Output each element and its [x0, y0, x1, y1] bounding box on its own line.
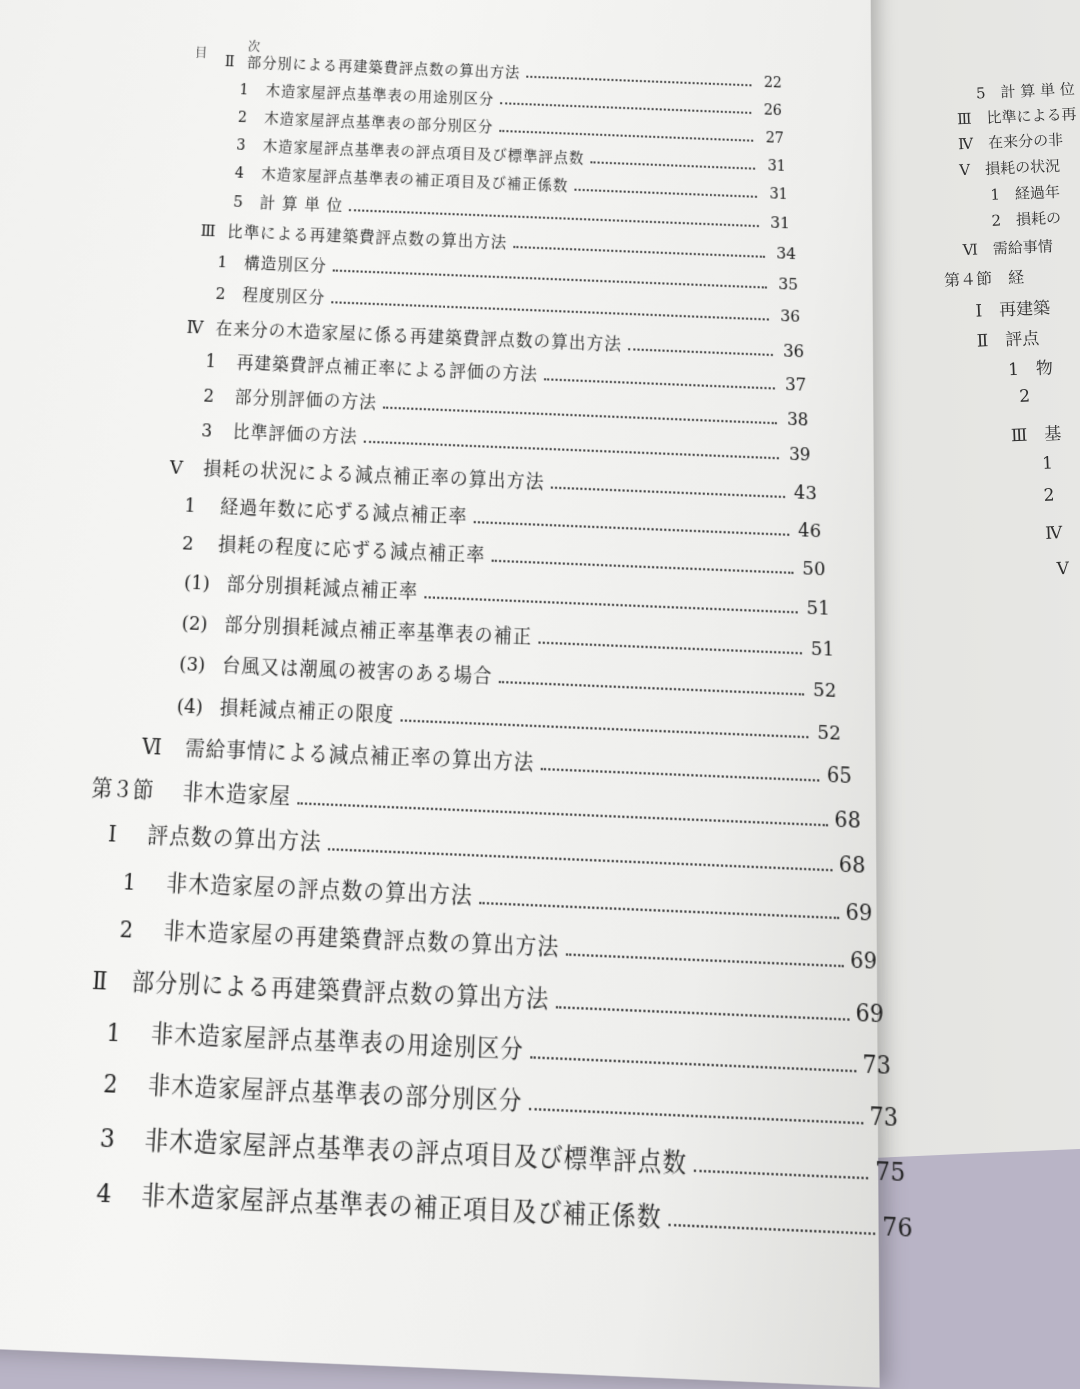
toc-entry-number: 第３節 [90, 776, 155, 805]
toc-entry-page-number: 51 [806, 596, 830, 621]
right-page-line: Ⅳ 在来分の非 [957, 130, 1064, 154]
right-page-line: 1 [1041, 453, 1054, 474]
toc-entry-number: Ⅰ [107, 821, 118, 848]
toc-entry-title: 部分別損耗減点補正率 [226, 573, 419, 604]
right-page-line: Ⅵ 需給事情 [962, 237, 1054, 260]
right-page-line: 2 [1043, 485, 1055, 506]
right-page-line: Ⅴ 損耗の状況 [958, 156, 1061, 180]
toc-entry-page-number: 31 [767, 157, 786, 176]
toc-entry-page-number: 69 [845, 899, 873, 927]
toc-leader-dots [492, 560, 794, 574]
toc-leader-dots [333, 269, 767, 288]
toc-entry-title: 構造別区分 [243, 253, 328, 276]
toc-entry-page-number: 69 [855, 998, 884, 1029]
toc-entry-number: 3 [99, 1123, 116, 1154]
toc-entry-number: 2 [237, 109, 248, 127]
toc-entry-title: 木造家屋評点基準表の部分別区分 [263, 110, 494, 136]
toc-entry-number: 1 [121, 869, 137, 896]
toc-entry-page-number: 68 [838, 851, 866, 879]
toc-entry-title: 非木造家屋の評点数の算出方法 [165, 870, 474, 910]
toc-entry-title: 非木造家屋評点基準表の補正項目及び補正係数 [140, 1179, 662, 1233]
toc-entry-number: 1 [204, 350, 217, 372]
toc-entry-number: 1 [216, 252, 228, 272]
toc-entry-page-number: 39 [789, 443, 811, 465]
page-header-left: 目 [194, 45, 208, 61]
toc-entry-number: 1 [105, 1017, 122, 1048]
toc-entry-page-number: 26 [763, 102, 782, 120]
toc-leader-dots [668, 1224, 875, 1235]
toc-leader-dots [331, 301, 769, 320]
toc-entry-number: 2 [202, 385, 215, 407]
page-header-right: 次 [247, 39, 261, 55]
toc-leader-dots [541, 768, 820, 782]
toc-leader-dots [499, 130, 753, 142]
toc-entry-page-number: 69 [850, 947, 877, 975]
toc-leader-dots [628, 348, 773, 356]
toc-leader-dots [424, 596, 797, 613]
toc-entry-page-number: 68 [834, 806, 861, 834]
toc-leader-dots [297, 802, 828, 826]
toc-entry-number: Ⅱ [224, 53, 235, 71]
toc-entry-title: 木造家屋評点基準表の用途別区分 [265, 82, 495, 109]
toc-entry-number: 4 [234, 165, 245, 182]
toc-entry-page-number: 46 [798, 519, 822, 543]
toc-entry-number: 2 [181, 532, 195, 556]
toc-entry-number: (2) [181, 612, 209, 636]
toc-entry-title: 比準評価の方法 [232, 421, 359, 447]
toc-leader-dots [590, 161, 755, 169]
toc-entry-title: 非木造家屋評点基準表の用途別区分 [150, 1019, 525, 1065]
toc-entry-number: 5 [232, 192, 244, 212]
toc-entry-page-number: 52 [817, 721, 841, 746]
toc-entry-page-number: 34 [776, 243, 796, 264]
toc-entry-title: 木造家屋評点基準表の評点項目及び標準評点数 [262, 138, 585, 168]
toc-entry-title: 計 算 単 位 [259, 193, 344, 216]
toc-entry-title: 木造家屋評点基準表の補正項目及び補正係数 [260, 166, 569, 195]
right-page-line: Ⅲ 基 [1010, 424, 1062, 447]
toc-entry-number: Ⅳ [186, 316, 204, 338]
toc-entry-title: 損耗の程度に応ずる減点補正率 [217, 534, 486, 568]
toc-entry-title: 比準による再建築費評点数の算出方法 [226, 222, 508, 252]
toc-entry-page-number: 27 [765, 129, 784, 148]
toc-leader-dots [530, 1056, 856, 1072]
toc-entry-title: 非木造家屋 [181, 779, 292, 811]
toc-entry-number: 2 [215, 283, 227, 304]
toc-leader-dots [694, 1169, 869, 1179]
toc-entry-number: Ⅱ [91, 965, 109, 996]
right-page-line: 1 物 [1007, 358, 1054, 381]
right-page-line: 第４節 経 [943, 267, 1025, 291]
toc-entry-page-number: 73 [862, 1049, 892, 1080]
toc-entry-page-number: 36 [782, 340, 805, 362]
toc-leader-dots [349, 209, 759, 227]
toc-entry-number: Ⅴ [169, 456, 184, 480]
toc-entry-number: Ⅵ [141, 735, 163, 761]
right-page-line: 1 経過年 [990, 182, 1061, 204]
toc-entry-page-number: 52 [813, 678, 837, 703]
toc-entry-number: (1) [183, 571, 211, 596]
toc-entry-page-number: 31 [770, 212, 790, 233]
toc-leader-dots [566, 953, 844, 967]
toc-leader-dots [383, 406, 777, 424]
toc-entry-page-number: 76 [882, 1211, 913, 1243]
toc-entry-title: 損耗の状況による減点補正率の算出方法 [202, 458, 545, 494]
toc-entry-title: 程度別区分 [241, 284, 326, 308]
toc-entry-number: 2 [118, 916, 134, 944]
toc-entry-number: 3 [235, 137, 246, 155]
toc-leader-dots [499, 681, 804, 696]
toc-entry-page-number: 73 [869, 1101, 899, 1133]
toc-entry-number: 3 [200, 419, 213, 442]
toc-leader-dots [526, 76, 751, 87]
toc-entry-page-number: 35 [778, 274, 799, 295]
toc-entry-title: 需給事情による減点補正率の算出方法 [184, 737, 535, 776]
toc-entry-title: 部分別評価の方法 [234, 386, 378, 413]
toc-leader-dots [500, 102, 751, 114]
right-page-line: Ⅳ [1044, 523, 1063, 544]
toc-entry-number: 1 [183, 494, 197, 518]
toc-entry-title: 台風又は潮風の被害のある場合 [221, 654, 493, 689]
toc-leader-dots [538, 641, 802, 654]
right-page-line: 2 [1018, 386, 1031, 407]
toc-entry-page-number: 22 [763, 74, 782, 92]
toc-entry-number: 4 [95, 1177, 113, 1209]
toc-leader-dots [556, 1006, 849, 1021]
toc-entry-title: 在来分の木造家屋に係る再建築費評点数の算出方法 [215, 317, 623, 355]
right-page-line: Ⅱ 評点 [976, 328, 1040, 352]
right-page-line: 5 計 算 単 位 [975, 80, 1076, 103]
toc-leader-dots [574, 189, 757, 198]
toc-entry-title: 経過年数に応ずる減点補正率 [219, 496, 468, 529]
toc-entry-title: 非木造家屋の再建築費評点数の算出方法 [162, 918, 560, 962]
toc-entry-page-number: 38 [787, 408, 809, 430]
toc-leader-dots [364, 441, 779, 460]
toc-entry-page-number: 65 [826, 763, 852, 789]
toc-entry-title: 部分別による再建築費評点数の算出方法 [131, 967, 550, 1015]
toc-entry-title: 部分別損耗減点補正率基準表の補正 [223, 613, 533, 650]
toc-entry-number: 2 [102, 1068, 119, 1099]
toc-leader-dots [479, 902, 839, 919]
toc-entry-number: (4) [176, 695, 204, 720]
right-page-line: Ⅰ 再建築 [975, 298, 1051, 322]
toc-entry-page-number: 37 [784, 373, 807, 396]
toc-entry-title: 部分別による再建築費評点数の算出方法 [246, 54, 521, 82]
right-page-line: Ⅴ [1056, 558, 1070, 580]
right-page-line: 2 損耗の [991, 208, 1062, 230]
toc-leader-dots [328, 848, 832, 871]
toc-entry-title: 非木造家屋評点基準表の評点項目及び標準評点数 [143, 1124, 688, 1178]
toc-entry-title: 再建築費評点補正率による評価の方法 [236, 352, 539, 385]
toc-leader-dots [474, 521, 790, 536]
toc-leader-dots [400, 719, 808, 738]
toc-entry-page-number: 75 [875, 1156, 906, 1188]
toc-entry-number: Ⅲ [200, 221, 217, 241]
toc-entry-page-number: 51 [810, 637, 835, 662]
toc-leader-dots [513, 246, 765, 258]
toc-entry-title: 損耗減点補正の限度 [219, 696, 395, 728]
toc-entry-page-number: 50 [802, 557, 826, 581]
toc-leader-dots [529, 1108, 863, 1125]
toc-entry-number: 1 [239, 81, 249, 99]
toc-leader-dots [551, 486, 785, 498]
toc-entry-page-number: 36 [780, 306, 801, 327]
toc-entry-title: 評点数の算出方法 [146, 822, 323, 857]
toc-entry-title: 非木造家屋評点基準表の部分別区分 [147, 1070, 523, 1117]
toc-entry-number: (3) [178, 652, 206, 677]
toc-leader-dots [544, 378, 775, 389]
toc-entry-page-number: 43 [793, 481, 817, 505]
toc-entry-page-number: 31 [769, 185, 788, 204]
right-page-line: Ⅲ 比準による再 [956, 105, 1077, 129]
